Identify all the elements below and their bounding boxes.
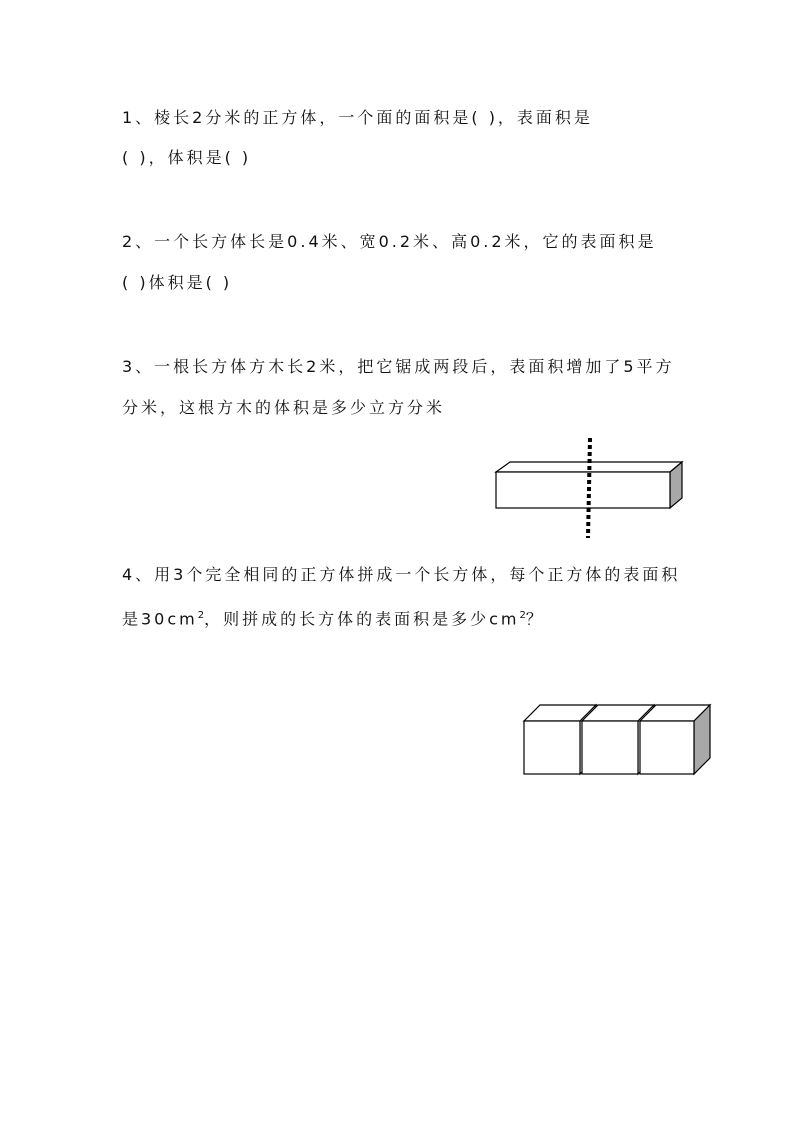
beam-front-face [496, 472, 670, 508]
question-3-line-1: 3、一根长方体方木长2米，把它锯成两段后，表面积增加了5平方 [122, 357, 675, 376]
saw-cut-line [588, 438, 590, 538]
question-4-line-1: 4、用3个完全相同的正方体拼成一个长方体，每个正方体的表面积 [122, 565, 681, 584]
question-2-line-1: 2、一个长方体长是0.4米、宽0.2米、高0.2米，它的表面积是 [122, 232, 657, 251]
superscript-2: 2 [197, 610, 205, 621]
question-4-text-b: ，则拼成的长方体的表面积是多少cm [204, 609, 520, 629]
question-4-line-2 [122, 606, 545, 629]
question-4-text-c: ？ [525, 609, 545, 629]
cube-3 [640, 705, 710, 774]
three-cubes-figure [518, 700, 718, 780]
question-1-line-2: ( )，体积是( ) [122, 148, 252, 167]
question-1-line-1: 1、棱长2分米的正方体，一个面的面积是( )，表面积是 [122, 108, 593, 127]
question-2-line-2: ( )体积是( ) [122, 273, 233, 292]
wooden-beam-figure [490, 436, 690, 540]
question-4-text-a: 是30cm [122, 609, 198, 629]
question-3-line-2: 分米，这根方木的体积是多少立方分米 [122, 398, 446, 417]
superscript-2: 2 [519, 610, 526, 621]
